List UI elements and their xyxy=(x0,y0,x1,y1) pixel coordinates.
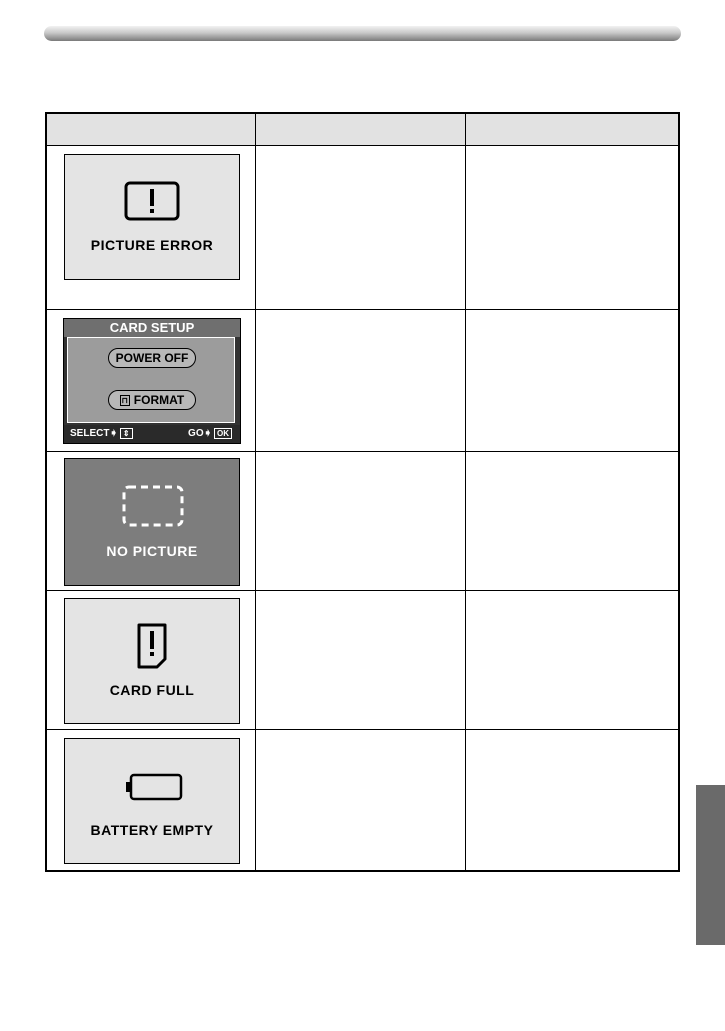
card-full-screen xyxy=(64,598,240,724)
section-tab xyxy=(696,785,725,945)
row-divider xyxy=(47,590,678,591)
warning-icon xyxy=(124,181,180,221)
row-divider xyxy=(47,729,678,730)
card-setup-title: CARD SETUP xyxy=(64,319,240,337)
header-rule xyxy=(44,26,681,41)
row-divider xyxy=(47,451,678,452)
format-option xyxy=(108,390,196,410)
no-picture-screen xyxy=(64,458,240,586)
ok-key: OK xyxy=(214,428,232,439)
power-off-option: POWER OFF xyxy=(108,348,196,368)
column-divider xyxy=(255,114,256,870)
screen-label: CARD FULL xyxy=(109,682,195,698)
go-label: GO xyxy=(188,428,204,439)
card-setup-screen xyxy=(63,318,241,444)
card-setup-footer xyxy=(64,425,240,443)
up-down-key-icon: ⇕ xyxy=(120,428,133,439)
screen-label: BATTERY EMPTY xyxy=(90,822,214,838)
battery-icon xyxy=(125,773,183,801)
table-header xyxy=(47,114,678,146)
card-setup-panel xyxy=(67,337,235,423)
row-divider xyxy=(47,309,678,310)
format-option-label: FORMAT xyxy=(133,393,185,407)
select-label: SELECT xyxy=(70,428,110,439)
screen-label: NO PICTURE xyxy=(106,543,198,559)
empty-frame-icon xyxy=(122,485,184,527)
arrow-right-icon: ➧ xyxy=(203,428,212,439)
arrow-right-icon: ➧ xyxy=(109,428,118,439)
screen-label: PICTURE ERROR xyxy=(90,237,214,253)
battery-empty-screen xyxy=(64,738,240,864)
column-divider xyxy=(465,114,466,870)
trash-icon: ⊓ xyxy=(121,396,128,406)
picture-error-screen xyxy=(64,154,240,280)
card-warning-icon xyxy=(137,623,167,669)
error-message-table xyxy=(45,112,680,872)
